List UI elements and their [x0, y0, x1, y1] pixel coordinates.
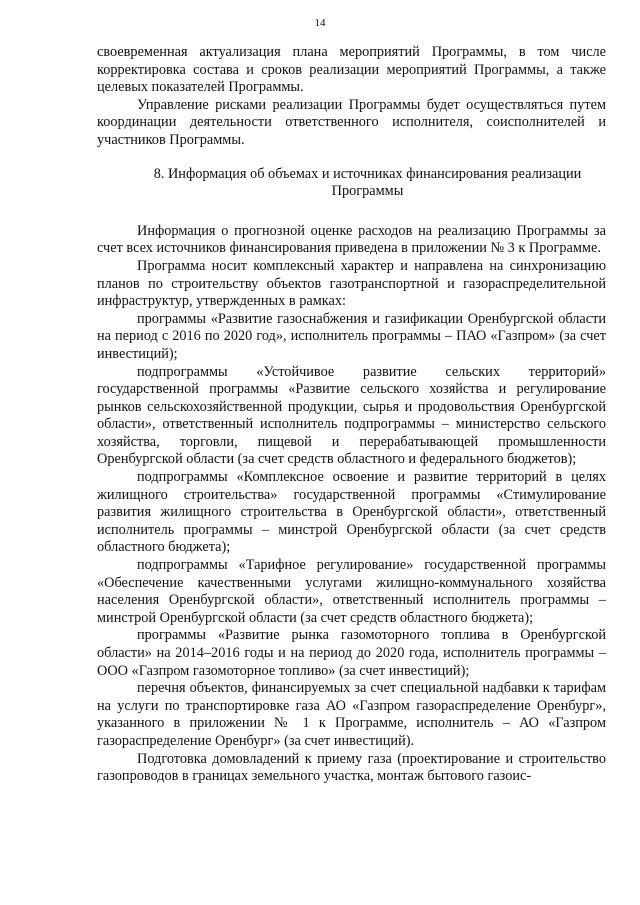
paragraph-household-preparation: Подготовка домовладений к приему газа (проектирование и строительство газопроводов в границах земельного участка, монтаж бытового газоис-	[97, 750, 606, 785]
paragraph-risk-management: Управление рисками реализации Программы будет осуществляться путем координации деятельности ответственного исполнителя, соисполнителей и участников Программы.	[97, 96, 606, 148]
list-item-special-surcharge: перечня объектов, финансируемых за счет специальной надбавки к тарифам на услуги по транспортировке газа АО «Газпром газораспределение Оренбург», указанного в приложении № 1 к Программе, исполнитель – АО «Газпром газораспределение Оренбург» (за счет инвестиций).	[97, 680, 606, 749]
paragraph-program-character: Программа носит комплексный характер и направлена на синхронизацию планов по строительству объектов газотранспортной и газораспределительной инфраструктур, утвержденных в рамках:	[97, 257, 606, 310]
list-item-tariff-regulation: подпрограммы «Тарифное регулирование» государственной программы «Обеспечение качественными услугами жилищно-коммунального хозяйства населения Оренбургской области», ответственный исполнитель программы – минстрой Оренбургской области (за счет средств областного бюджета);	[97, 557, 606, 626]
page-number: 14	[314, 17, 326, 29]
list-item-gas-motor-fuel: программы «Развитие рынка газомоторного топлива в Оренбургской области» на 2014–2016 годы и на период до 2020 года, исполнитель программы – ООО «Газпром газомоторное топливо» (за счет инвестиций);	[97, 627, 606, 679]
section-heading	[97, 166, 606, 201]
paragraph-continuation: своевременная актуализация плана мероприятий Программы, в том числе корректировка состава и сроков реализации мероприятий Программы, а также целевых показателей Программы.	[97, 44, 606, 96]
section-heading-line-2: Программы	[331, 183, 404, 200]
list-item-housing-construction: подпрограммы «Комплексное освоение и развитие территорий в целях жилищного строительства» государственной программы «Стимулирование развития жилищного строительства в Оренбургской области», ответственный исполнитель программы – минстрой Оренбургской области (за счет средств областного бюджета);	[97, 469, 606, 556]
list-item-rural-development: подпрограммы «Устойчивое развитие сельских территорий» государственной программы «Развитие сельского хозяйства и регулирование рынков сельскохозяйственной продукции, сырья и продовольствия Оренбургской области», ответственный исполнитель подпрограммы – министерство сельского хозяйства, торговли, пищевой и перерабатывающей промышленности Оренбургской области (за счет средств областного и федерального бюджетов);	[97, 363, 606, 468]
paragraph-financing-info: Информация о прогнозной оценке расходов на реализацию Программы за счет всех источников финансирования приведена в приложении № 3 к Программе.	[97, 222, 606, 257]
page-content	[97, 44, 606, 786]
list-item-gas-supply-program: программы «Развитие газоснабжения и газификации Оренбургской области на период с 2016 по 2020 год», исполнитель программы – ПАО «Газпром» (за счет инвестиций);	[97, 310, 606, 362]
section-heading-line-1: 8. Информация об объемах и источниках финансирования реализации	[153, 165, 582, 182]
